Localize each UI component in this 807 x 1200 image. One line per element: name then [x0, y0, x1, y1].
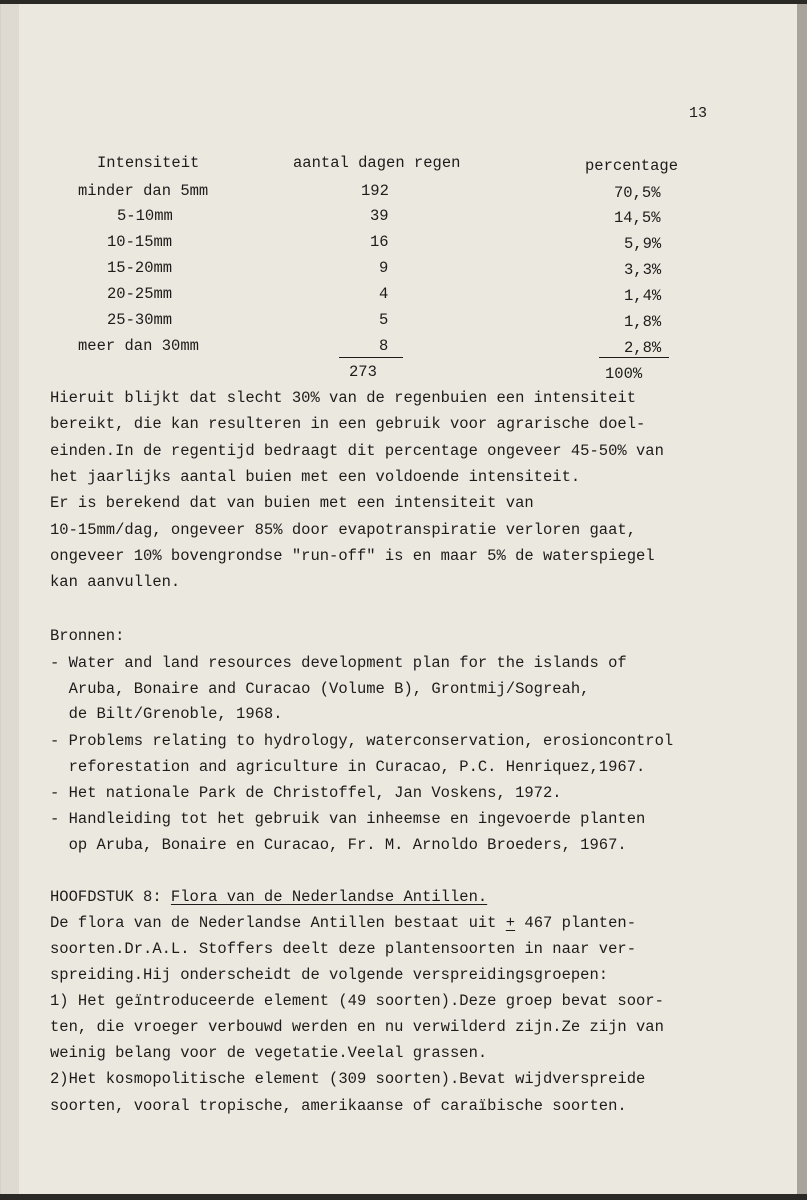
text-line: 10-15mm/dag, ongeveer 85% door evapotranspiratie verloren gaat, [50, 521, 636, 539]
table-row-days: 16 [370, 233, 389, 251]
source-line: - Water and land resources development plan for the islands of [50, 654, 627, 672]
table-total-percentage: 100% [605, 365, 643, 383]
text-fragment: 467 planten- [515, 914, 637, 932]
table-row-days: 5 [379, 311, 389, 329]
text-line: soorten.Dr.A.L. Stoffers deelt deze plantensoorten in naar ver- [50, 940, 636, 958]
table-row-days: 192 [361, 182, 389, 200]
table-row-label: 5-10mm [117, 207, 173, 225]
table-row-percentage: 2,8% [624, 339, 662, 357]
table-row-label: 10-15mm [107, 233, 173, 251]
table-row-percentage: 1,4% [624, 287, 662, 305]
table-row-percentage: 70,5% [614, 184, 661, 202]
table-header-intensity: Intensiteit [97, 154, 200, 172]
text-line: spreiding.Hij onderscheidt de volgende verspreidingsgroepen: [50, 966, 609, 984]
source-line: - Handleiding tot het gebruik van inheemse en ingevoerde planten [50, 810, 646, 828]
table-header-percentage: percentage [585, 157, 679, 175]
source-line: - Problems relating to hydrology, waterconservation, erosioncontrol [50, 732, 674, 750]
chapter-title: Flora van de Nederlandse Antillen. [170, 888, 488, 906]
text-line: Er is berekend dat van buien met een intensiteit van [50, 494, 534, 512]
chapter-heading [50, 888, 487, 906]
sources-heading: Bronnen: [50, 627, 125, 645]
table-row-percentage: 3,3% [624, 261, 662, 279]
text-line: einden.In de regentijd bedraagt dit percentage ongeveer 45-50% van [50, 442, 664, 460]
page-binding-edge [1, 4, 19, 1194]
text-line: 1) Het geïntroduceerde element (49 soorten).Deze groep bevat soor- [50, 992, 664, 1010]
table-row-days: 39 [370, 207, 389, 225]
chapter-label: HOOFDSTUK 8: [50, 888, 171, 906]
text-line: ten, die vroeger verbouwd werden en nu verwilderd zijn.Ze zijn van [50, 1018, 664, 1036]
table-row-days: 9 [379, 259, 389, 277]
total-rule-days [339, 357, 403, 358]
table-header-rain-days: aantal dagen regen [293, 154, 461, 172]
table-row-days: 4 [379, 285, 389, 303]
table-row-days: 8 [379, 337, 389, 355]
text-line [50, 914, 636, 932]
table-row-label: 20-25mm [107, 285, 173, 303]
source-line: de Bilt/Grenoble, 1968. [50, 705, 283, 723]
text-line: Hieruit blijkt dat slecht 30% van de regenbuien een intensiteit [50, 389, 636, 407]
table-row-label: 25-30mm [107, 311, 173, 329]
text-line: kan aanvullen. [50, 573, 181, 591]
source-line: op Aruba, Bonaire en Curacao, Fr. M. Arnoldo Broeders, 1967. [50, 836, 627, 854]
document-page [0, 4, 807, 1194]
text-fragment: De flora van de Nederlandse Antillen bestaat uit [50, 914, 506, 932]
total-rule-percentage [599, 357, 669, 358]
table-row-label: minder dan 5mm [78, 182, 209, 200]
table-row-label: meer dan 30mm [78, 337, 199, 355]
table-total-days: 273 [349, 363, 377, 381]
table-row-percentage: 1,8% [624, 313, 662, 331]
plus-minus-sign: + [505, 914, 516, 932]
text-line: het jaarlijks aantal buien met een voldoende intensiteit. [50, 468, 581, 486]
table-row-percentage: 14,5% [614, 209, 661, 227]
source-line: reforestation and agriculture in Curacao, P.C. Henriquez,1967. [50, 758, 646, 776]
table-row-label: 15-20mm [107, 259, 173, 277]
page-right-edge [797, 4, 807, 1194]
page-number: 13 [689, 105, 708, 122]
source-line: Aruba, Bonaire and Curacao (Volume B), Grontmij/Sogreah, [50, 680, 590, 698]
source-line: - Het nationale Park de Christoffel, Jan Voskens, 1972. [50, 784, 562, 802]
text-line: weinig belang voor de vegetatie.Veelal grassen. [50, 1044, 488, 1062]
text-line: bereikt, die kan resulteren in een gebruik voor agrarische doel- [50, 415, 646, 433]
text-line: ongeveer 10% bovengrondse "run-off" is en maar 5% de waterspiegel [50, 547, 655, 565]
text-line: 2)Het kosmopolitische element (309 soorten).Bevat wijdverspreide [50, 1070, 646, 1088]
table-row-percentage: 5,9% [624, 235, 662, 253]
text-line: soorten, vooral tropische, amerikaanse of caraïbische soorten. [50, 1097, 627, 1115]
